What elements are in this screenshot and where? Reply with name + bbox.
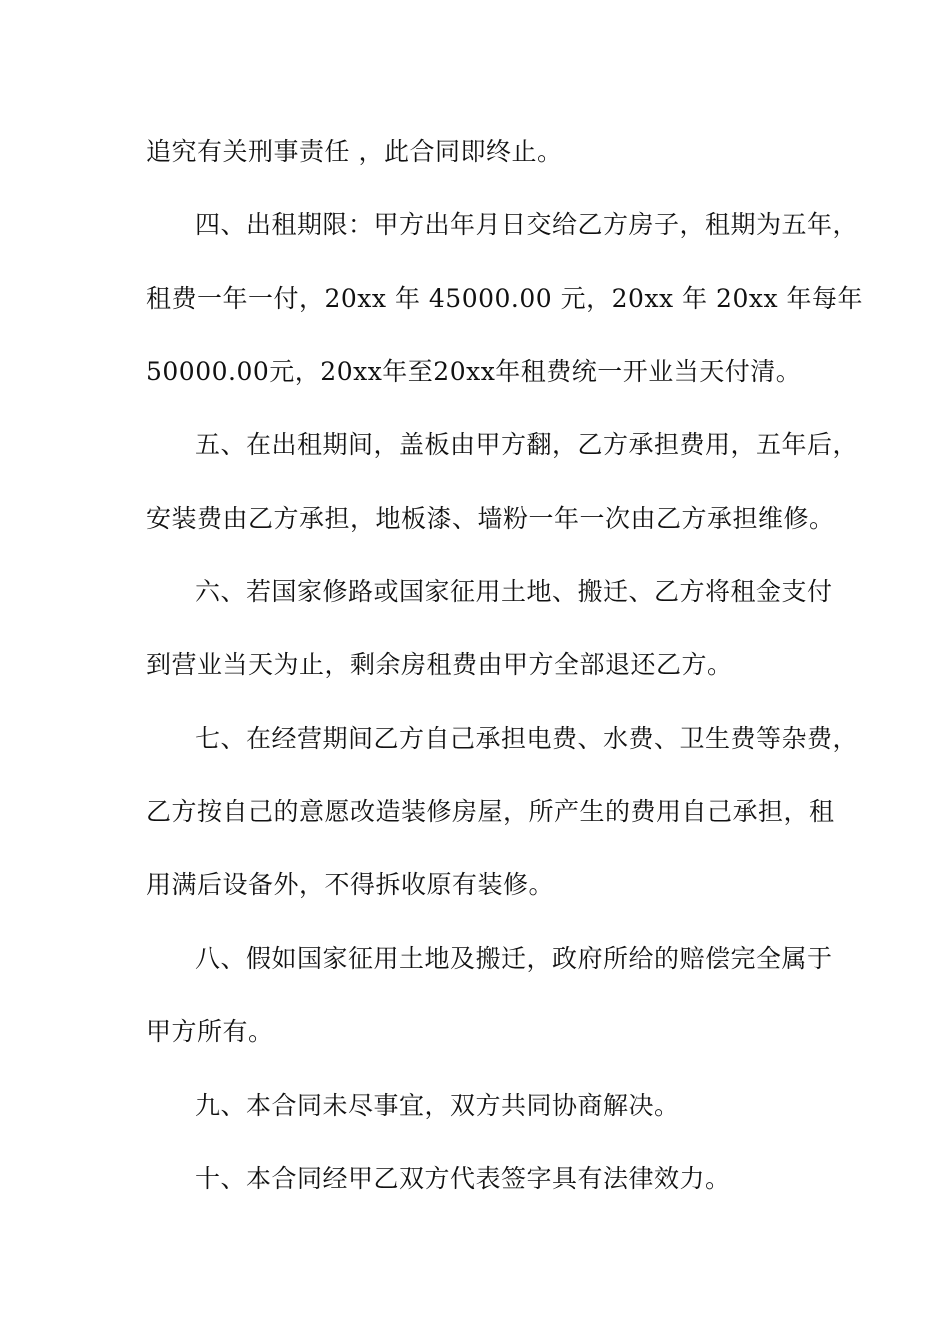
clause-7-line-3: 用满后设备外，不得拆收原有装修。 <box>146 870 555 899</box>
clause-4-line-1: 四、出租期限：甲方出年月日交给乙方房子，租期为五年， <box>195 210 859 239</box>
clause-8-line-1: 八、假如国家征用土地及搬迁，政府所给的赔偿完全属于 <box>195 944 833 973</box>
clause-4-line-3: 50000.00元，20xx年至20xx年租费统一开业当天付清。 <box>146 357 802 386</box>
clause-6-line-2: 到营业当天为止，剩余房租费由甲方全部退还乙方。 <box>146 650 733 679</box>
clause-6-line-1: 六、若国家修路或国家征用土地、搬迁、乙方将租金支付 <box>195 577 833 606</box>
clause-7-line-2: 乙方按自己的意愿改造装修房屋，所产生的费用自己承担，租 <box>146 797 835 826</box>
clause-10-line-1: 十、本合同经甲乙双方代表签字具有法律效力。 <box>195 1164 731 1193</box>
clause-5-line-2: 安装费由乙方承担，地板漆、墙粉一年一次由乙方承担维修。 <box>146 504 835 533</box>
clause-8-line-2: 甲方所有。 <box>146 1017 274 1046</box>
clause-7-line-1: 七、在经营期间乙方自己承担电费、水费、卫生费等杂费， <box>195 724 859 753</box>
clause-5-line-1: 五、在出租期间，盖板由甲方翻，乙方承担费用，五年后， <box>195 430 859 459</box>
clause-9-line-1: 九、本合同未尽事宜，双方共同协商解决。 <box>195 1091 680 1120</box>
text-line-1: 追究有关刑事责任 ，此合同即终止。 <box>146 137 563 166</box>
clause-4-line-2: 租费一年一付，20xx 年 45000.00 元，20xx 年 20xx 年每年 <box>146 284 863 313</box>
